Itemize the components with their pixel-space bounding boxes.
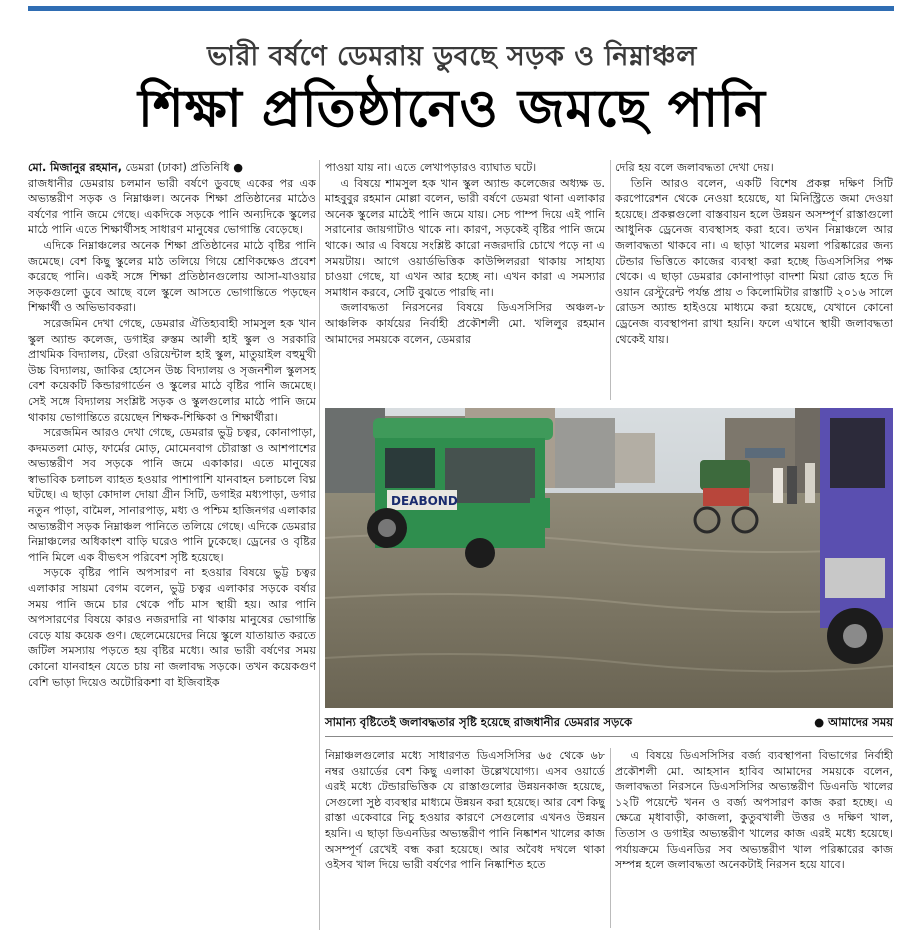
purple-vehicle (820, 408, 893, 664)
article-column-1 (28, 160, 316, 930)
photo-caption: সামান্য বৃষ্টিতেই জলাবদ্ধতার সৃষ্টি হয়েছে রাজধানীর ডেমরার সড়কে (325, 715, 633, 729)
vehicle-signboard: DEABOND (391, 494, 458, 508)
top-rule (28, 6, 894, 11)
byline (28, 160, 316, 176)
paragraph: এ বিষয়ে ডিএসসিসির বর্জ্য ব্যবস্থাপনা বিভাগের নির্বাহী প্রকৌশলী মো. আহসান হাবিব আমাদের সময়কে বলেন, জলাবদ্ধতা নিরসনে ডিএসসিসির অভ্যন্তরীণ ডিএনডি খালের ১২টি পয়েন্টে খনন ও বর্জ্য অপসারণ কাজ করা হচ্ছে। এ ক্ষেত্রে মৃধাবাড়ী, কাজলা, কুতুবখালী উত্তর ও দক্ষিণ খাল, তিতাস ও ডগাইর অভ্যন্তরীণ খালের কাজ এরই মধ্যে হয়েছে। পর্যায়ক্রমে ডিএনডির সব অভ্যন্তরীণ খাল পরিষ্কারের কাজ সম্পন্ন হলে জলাবদ্ধতা অনেকটাই নিরসন হয়ে যাবে। (615, 749, 893, 872)
paragraph: দেরি হয় বলে জলাবদ্ধতা দেখা দেয়। (615, 161, 774, 174)
byline-name: মো. মিজানুর রহমান, (28, 161, 122, 174)
news-photo (325, 408, 893, 708)
column-divider (610, 748, 611, 928)
article-column-2-top (325, 160, 605, 400)
main-headline: শিক্ষা প্রতিষ্ঠানেও জমছে পানি (137, 79, 767, 139)
kicker-headline: ভারী বর্ষণে ডেমরায় ডুবছে সড়ক ও নিম্নাঞ্চল (207, 41, 697, 72)
article-column-2-bottom (325, 748, 605, 928)
column-divider (610, 160, 611, 400)
column-divider (319, 160, 320, 930)
photo-caption-bar (325, 714, 893, 734)
caption-rule (325, 736, 893, 737)
photo-credit: ● আমাদের সময় (814, 715, 893, 729)
paragraph: জলাবদ্ধতা নিরসনের বিষয়ে ডিএসসিসির অঞ্চল-৮ আঞ্চলিক কার্যয়ের নির্বাহী প্রকৌশলী মো. খলিলুর রহমান আমাদের সময়কে বলেন, ডেমরার (325, 301, 605, 346)
paragraph: পাওয়া যায় না। এতে লেখাপড়ারও ব্যাঘাত ঘটে। (325, 161, 537, 174)
paragraph: সড়কে বৃষ্টির পানি অপসারণ না হওয়ার বিষয়ে ভুট্ট চত্বর এলাকার সায়মা বেগম বলেন, ভুট্ট চত্বর এলাকার সড়কে বর্ষার সময় পানি জমে চার থেকে পাঁচ মাস স্থায়ী হয়। আর পানি অপসারণের বিষয়ে কারও নজরদারি না থাকায় মানুষের ভোগান্তি বেড়ে যায় কয়েক গুণ। ছেলেমেয়েদের নিয়ে স্কুলে যাতায়াত করতে জটিল সমস্যায় পড়তে হয় বৃষ্টির মধ্যে। আর ভারী বর্ষণের সময় কোনো যানবাহন যেতে চায় না জলাবদ্ধ সড়কে। তখন কয়েকগুণ বেশি ভাড়া দিয়েও অটোরিকশা বা ইজিবাইক (28, 566, 316, 689)
paragraph: এ বিষয়ে শামসুল হক খান স্কুল অ্যান্ড কলেজের অধ্যক্ষ ড. মাহবুবুর রহমান মোল্লা বলেন, ভারী বর্ষণে ডেমরা থানা এলাকার অনেক স্কুলের মাঠেই পানি জমে যায়। সেচ পাম্প দিয়ে এই পানি সরানোর জায়গাটাও থাকে না। কারণ, সড়কেই বৃষ্টির পানি জমে থাকে। আর এ বিষয়ে সংশ্লিষ্ট কারো নজরদারি চোখে পড়ে না এ সময়টায়। আগে ওয়ার্ডভিত্তিক কাউন্সিলররা থাকায় সাহায্য চাওয়া গেছে, যা এখন আর হচ্ছে না। এখন কারা এ সমস্যার সমাধান করবে, সেটি বুঝতে পারছি না। (325, 176, 605, 299)
article-column-3-bottom (615, 748, 893, 928)
article-column-3-top (615, 160, 893, 400)
paragraph: সরেজমিন দেখা গেছে, ডেমরার ঐতিহ্যবাহী সামসুল হক খান স্কুল অ্যান্ড কলেজ, ডগাইর রুস্তম আলী হাই স্কুল ও সরকারি প্রাথমিক বিদ্যালয়, টেংরা ওরিয়েন্টাল হাই স্কুল, মাতুয়াইল বহুমুখী উচ্চ বিদ্যালয়, জাকির হোসেন উচ্চ বিদ্যালয় ও সৃজনশীল স্কুলসহ বেশ কয়েকটি কিন্ডারগার্ডেন ও স্কুলের মাঠে বৃষ্টির পানি জমেছে। সেই সঙ্গে বিদ্যালয় সংশ্লিষ্ট সড়ক ও স্কুলগুলোর মাঠে পানি জমে থাকায় ভোগান্তিতে রয়েছেন শিক্ষক-শিক্ষিকা ও শিক্ষার্থীরা। (28, 316, 316, 424)
paragraph: এদিকে নিম্নাঞ্চলের অনেক শিক্ষা প্রতিষ্ঠানের মাঠে বৃষ্টির পানি জমেছে। বেশ কিছু স্কুলের মাঠ তলিয়ে গিয়ে শ্রেণিকক্ষেও প্রবেশ করেছে পানি। একই সঙ্গে শিক্ষা প্রতিষ্ঠানগুলোয় আসা-যাওয়ার সড়কগুলো ডুবে আছে বলে স্কুলে আসতে ভোগান্তিতে পড়ছেন শিক্ষার্থী ও অভিভাবকরা। (28, 238, 316, 315)
byline-location: ডেমরা (ঢাকা) প্রতিনিধি ● (125, 161, 243, 174)
flooded-road-photo (325, 408, 893, 708)
paragraph: তিনি আরও বলেন, একটি বিশেষ প্রকল্প দক্ষিণ সিটি করপোরেশন থেকে নেওয়া হয়েছে, যা মিনিস্ট্রিতে জমা দেওয়া হয়েছে। প্রকল্পগুলো বাস্তবায়ন হলে উন্নয়ন অসম্পূর্ণ রাস্তাগুলো আধুনিক ড্রেনেজ ব্যবস্থাসহ করা হবে। তখন নিম্নাঞ্চলে আর জলাবদ্ধতা থাকবে না। এ ছাড়া খালের ময়লা পরিষ্কারের জন্য টেন্ডার ভিত্তিতে কাজের ব্যবস্থা করা হচ্ছে ডিএসসিসির পক্ষ থেকে। এ ছাড়া ডেমরার কোনাপাড়া বাদশা মিয়া রোড হতে দি ওয়ান রেস্টুরেন্ট পর্যন্ত প্রায় ৩ কিলোমিটার রাস্তাটি ২০১৬ সালে রোডস অ্যান্ড হাইওয়ে মাধ্যমে করা হয়েছে, যেখানে কোনো ড্রেনেজ ব্যবস্থাপনা রাখা হয়নি। ফলে এখানে স্থায়ী জলাবদ্ধতা থেকেই যায়। (615, 176, 893, 346)
paragraph: রাজধানীর ডেমরায় চলমান ভারী বর্ষণে ডুবছে একের পর এক অভ্যন্তরীণ সড়ক ও নিম্নাঞ্চল। অনেক শিক্ষা প্রতিষ্ঠানের মাঠেও বর্ষণের পানি জমে গেছে। একদিকে সড়কে পানি অন্যদিকে স্কুলের মাঠে পানি এতে শিক্ষার্থীসহ সাধারণ মানুষের ভোগান্তি বেড়েছে। (28, 176, 316, 237)
paragraph: সরেজমিন আরও দেখা গেছে, ডেমরার ভুট্ট চত্বর, কোনাপাড়া, কদমতলা মোড়, ফার্মের মোড়, মোমেনবাগ চৌরাস্তা ও আশপাশের অভ্যন্তরীণ সব সড়কে পানি জমে একাকার। এতে মানুষের স্বাভাবিক চলাচল ব্যাহত হওয়ার পাশাপাশি যানবাহন চলাচলে বিঘ্ন ঘটছে। এ ছাড়া কোদাল দোয়া গ্রীন সিটি, ডগাইর মধ্যপাড়া, ডগার নতুন পাড়া, বামৈল, সানারপাড়, মধ্য ও পশ্চিম হাজিনগর এলাকার অভ্যন্তরীণ সড়ক নিম্নাঞ্চল পানিতে তলিয়ে গেছে। এদিকে ডেমরার নিম্নাঞ্চলের অধিকাংশ বাড়ি ঘরেও পানি ঢুকেছে। ড্রেনের ও বৃষ্টির পানি মিলে এক বীভৎস পরিবেশ সৃষ্টি হয়েছে। (28, 426, 316, 564)
cng-vehicle (367, 418, 553, 568)
paragraph: নিম্নাঞ্চলগুলোর মধ্যে সাধারণত ডিএসসিসির ৬৫ থেকে ৬৮ নম্বর ওয়ার্ডের বেশ কিছু এলাকা উল্লেখযোগ্য। এসব ওয়ার্ডে এরই মধ্যে টেন্ডারভিত্তিক যে রাস্তাগুলোর উন্নয়নকাজ হয়েছে, সেগুলো সুষ্ঠ ব্যবস্থার মাধ্যমে উন্নয়ন করা হয়েছে। আর বেশ কিছু রাস্তা একেবারে নিচু হওয়ার কারণে সেগুলোর এখনও উন্নয়ন হয়নি। এ ছাড়া ডিএনডির অভ্যন্তরীণ পানি নিষ্কাশন খালের কাজ অসম্পূর্ণ রেখেই বন্ধ করা হয়েছে। আর অবৈধ দখলে থাকা ওইসব খাল দিয়ে ভারী বর্ষণের পানি নিষ্কাশিত হতে (325, 749, 605, 872)
